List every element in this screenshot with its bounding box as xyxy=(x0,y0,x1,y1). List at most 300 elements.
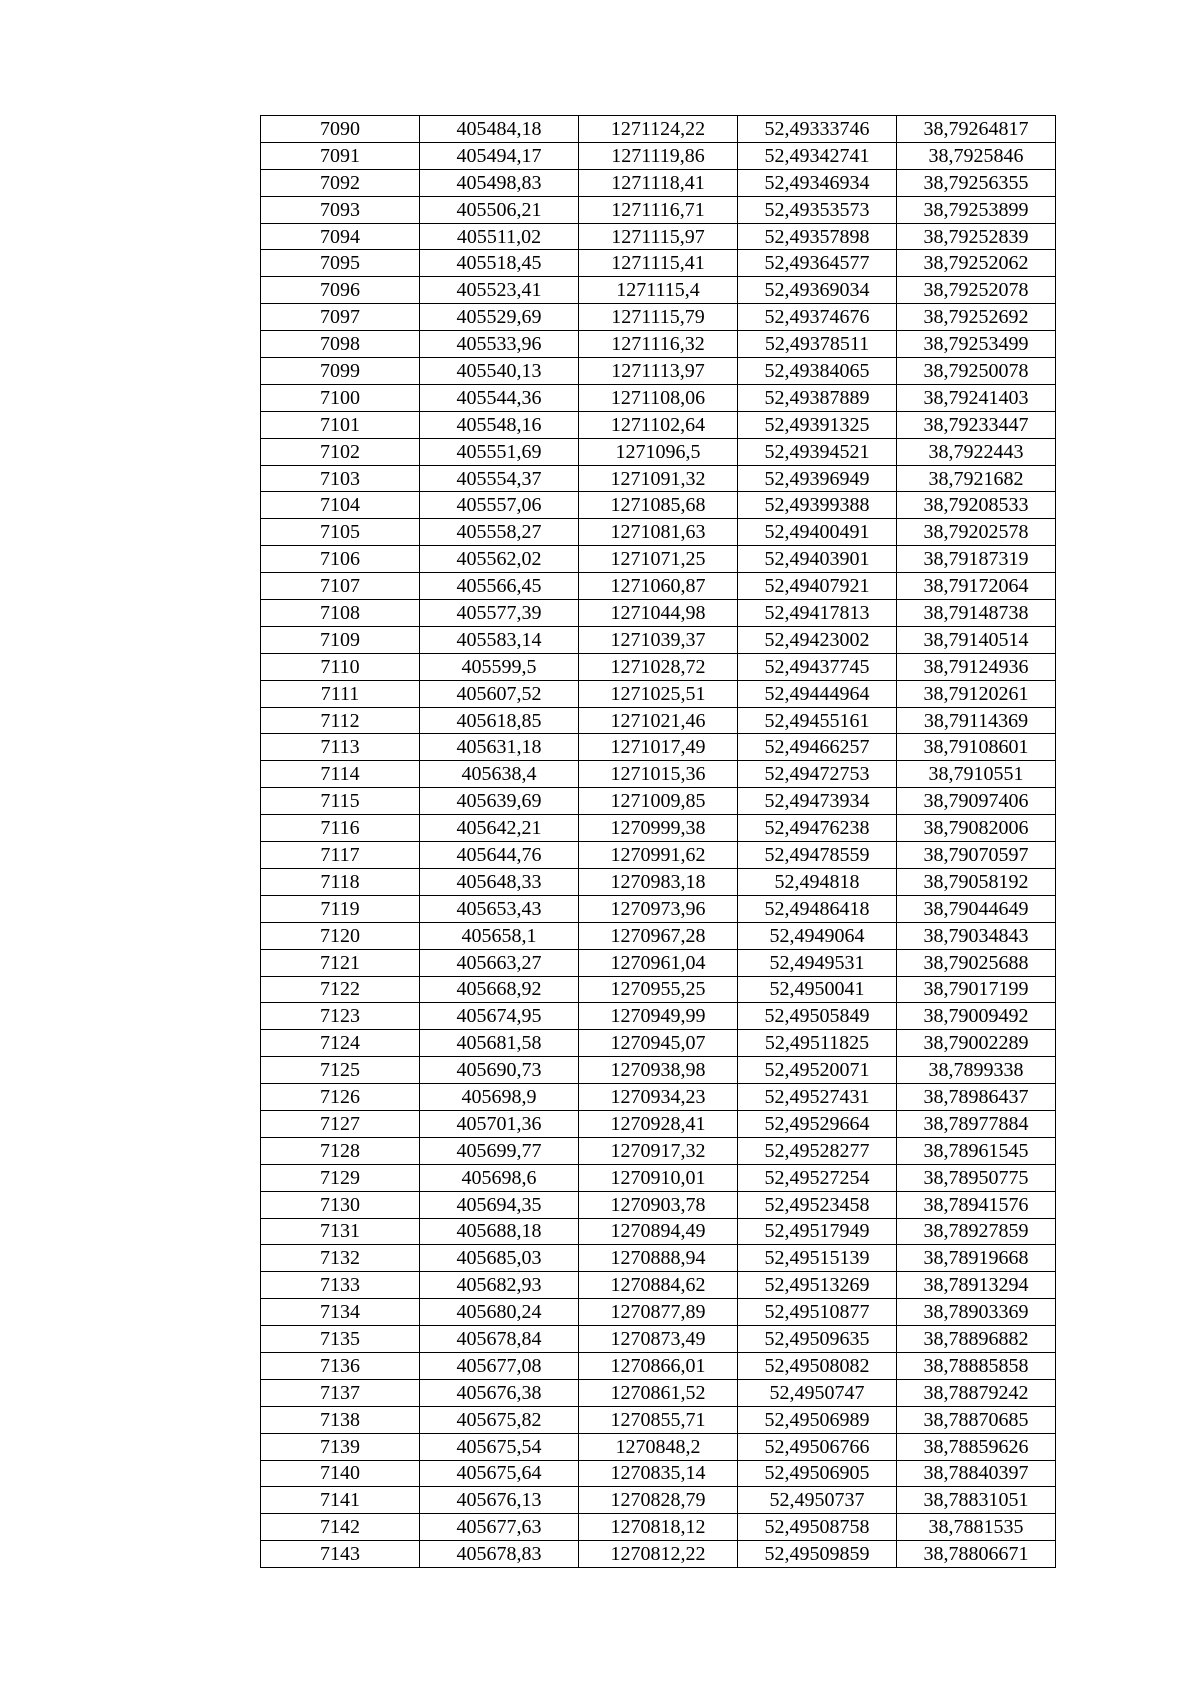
latitude-cell: 52,49528277 xyxy=(738,1137,897,1164)
point-number-cell: 7130 xyxy=(261,1191,420,1218)
point-number-cell: 7094 xyxy=(261,223,420,250)
x-coordinate-cell: 405681,58 xyxy=(420,1030,579,1057)
table-row xyxy=(261,707,1056,734)
latitude-cell: 52,49527254 xyxy=(738,1164,897,1191)
y-coordinate-cell: 1270903,78 xyxy=(579,1191,738,1218)
x-coordinate-cell: 405663,27 xyxy=(420,949,579,976)
y-coordinate-cell: 1270934,23 xyxy=(579,1084,738,1111)
x-coordinate-cell: 405688,18 xyxy=(420,1218,579,1245)
table-row xyxy=(261,546,1056,573)
point-number-cell: 7091 xyxy=(261,142,420,169)
y-coordinate-cell: 1270828,79 xyxy=(579,1487,738,1514)
point-number-cell: 7141 xyxy=(261,1487,420,1514)
y-coordinate-cell: 1271028,72 xyxy=(579,653,738,680)
x-coordinate-cell: 405675,82 xyxy=(420,1406,579,1433)
point-number-cell: 7116 xyxy=(261,815,420,842)
x-coordinate-cell: 405675,64 xyxy=(420,1460,579,1487)
longitude-cell: 38,78927859 xyxy=(897,1218,1056,1245)
longitude-cell: 38,79097406 xyxy=(897,788,1056,815)
longitude-cell: 38,78919668 xyxy=(897,1245,1056,1272)
latitude-cell: 52,49444964 xyxy=(738,680,897,707)
y-coordinate-cell: 1270877,89 xyxy=(579,1299,738,1326)
latitude-cell: 52,49400491 xyxy=(738,519,897,546)
longitude-cell: 38,79241403 xyxy=(897,384,1056,411)
latitude-cell: 52,49478559 xyxy=(738,842,897,869)
y-coordinate-cell: 1271015,36 xyxy=(579,761,738,788)
table-row xyxy=(261,304,1056,331)
table-row xyxy=(261,196,1056,223)
point-number-cell: 7098 xyxy=(261,331,420,358)
point-number-cell: 7135 xyxy=(261,1326,420,1353)
latitude-cell: 52,49508758 xyxy=(738,1514,897,1541)
y-coordinate-cell: 1271085,68 xyxy=(579,492,738,519)
latitude-cell: 52,49423002 xyxy=(738,626,897,653)
x-coordinate-cell: 405607,52 xyxy=(420,680,579,707)
x-coordinate-cell: 405551,69 xyxy=(420,438,579,465)
x-coordinate-cell: 405678,84 xyxy=(420,1326,579,1353)
longitude-cell: 38,79025688 xyxy=(897,949,1056,976)
y-coordinate-cell: 1271025,51 xyxy=(579,680,738,707)
point-number-cell: 7102 xyxy=(261,438,420,465)
latitude-cell: 52,49466257 xyxy=(738,734,897,761)
table-row xyxy=(261,922,1056,949)
x-coordinate-cell: 405529,69 xyxy=(420,304,579,331)
longitude-cell: 38,79252062 xyxy=(897,250,1056,277)
point-number-cell: 7108 xyxy=(261,600,420,627)
table-row xyxy=(261,1433,1056,1460)
point-number-cell: 7125 xyxy=(261,1057,420,1084)
longitude-cell: 38,79253499 xyxy=(897,331,1056,358)
latitude-cell: 52,49407921 xyxy=(738,573,897,600)
y-coordinate-cell: 1271115,4 xyxy=(579,277,738,304)
y-coordinate-cell: 1271039,37 xyxy=(579,626,738,653)
table-row xyxy=(261,734,1056,761)
table-row xyxy=(261,519,1056,546)
x-coordinate-cell: 405685,03 xyxy=(420,1245,579,1272)
x-coordinate-cell: 405638,4 xyxy=(420,761,579,788)
y-coordinate-cell: 1271096,5 xyxy=(579,438,738,465)
y-coordinate-cell: 1270973,96 xyxy=(579,895,738,922)
longitude-cell: 38,79017199 xyxy=(897,976,1056,1003)
latitude-cell: 52,49353573 xyxy=(738,196,897,223)
longitude-cell: 38,78977884 xyxy=(897,1110,1056,1137)
x-coordinate-cell: 405699,77 xyxy=(420,1137,579,1164)
point-number-cell: 7120 xyxy=(261,922,420,949)
y-coordinate-cell: 1271021,46 xyxy=(579,707,738,734)
latitude-cell: 52,49417813 xyxy=(738,600,897,627)
longitude-cell: 38,78950775 xyxy=(897,1164,1056,1191)
x-coordinate-cell: 405639,69 xyxy=(420,788,579,815)
latitude-cell: 52,49346934 xyxy=(738,169,897,196)
table-row xyxy=(261,895,1056,922)
longitude-cell: 38,78879242 xyxy=(897,1379,1056,1406)
latitude-cell: 52,49396949 xyxy=(738,465,897,492)
longitude-cell: 38,7922443 xyxy=(897,438,1056,465)
y-coordinate-cell: 1271102,64 xyxy=(579,411,738,438)
latitude-cell: 52,49527431 xyxy=(738,1084,897,1111)
y-coordinate-cell: 1271081,63 xyxy=(579,519,738,546)
y-coordinate-cell: 1271108,06 xyxy=(579,384,738,411)
table-row xyxy=(261,1084,1056,1111)
y-coordinate-cell: 1270812,22 xyxy=(579,1541,738,1568)
point-number-cell: 7095 xyxy=(261,250,420,277)
table-row xyxy=(261,331,1056,358)
latitude-cell: 52,49473934 xyxy=(738,788,897,815)
latitude-cell: 52,49403901 xyxy=(738,546,897,573)
x-coordinate-cell: 405694,35 xyxy=(420,1191,579,1218)
longitude-cell: 38,7910551 xyxy=(897,761,1056,788)
y-coordinate-cell: 1270861,52 xyxy=(579,1379,738,1406)
y-coordinate-cell: 1270884,62 xyxy=(579,1272,738,1299)
x-coordinate-cell: 405677,63 xyxy=(420,1514,579,1541)
latitude-cell: 52,4950041 xyxy=(738,976,897,1003)
latitude-cell: 52,49342741 xyxy=(738,142,897,169)
latitude-cell: 52,49399388 xyxy=(738,492,897,519)
point-number-cell: 7126 xyxy=(261,1084,420,1111)
point-number-cell: 7104 xyxy=(261,492,420,519)
latitude-cell: 52,49523458 xyxy=(738,1191,897,1218)
table-row xyxy=(261,250,1056,277)
point-number-cell: 7129 xyxy=(261,1164,420,1191)
latitude-cell: 52,49387889 xyxy=(738,384,897,411)
table-row xyxy=(261,1245,1056,1272)
y-coordinate-cell: 1270910,01 xyxy=(579,1164,738,1191)
point-number-cell: 7127 xyxy=(261,1110,420,1137)
point-number-cell: 7114 xyxy=(261,761,420,788)
longitude-cell: 38,78831051 xyxy=(897,1487,1056,1514)
table-row xyxy=(261,842,1056,869)
y-coordinate-cell: 1270949,99 xyxy=(579,1003,738,1030)
x-coordinate-cell: 405618,85 xyxy=(420,707,579,734)
y-coordinate-cell: 1271044,98 xyxy=(579,600,738,627)
longitude-cell: 38,79208533 xyxy=(897,492,1056,519)
latitude-cell: 52,49369034 xyxy=(738,277,897,304)
x-coordinate-cell: 405698,6 xyxy=(420,1164,579,1191)
table-row xyxy=(261,116,1056,143)
x-coordinate-cell: 405675,54 xyxy=(420,1433,579,1460)
latitude-cell: 52,494818 xyxy=(738,868,897,895)
longitude-cell: 38,79252692 xyxy=(897,304,1056,331)
point-number-cell: 7123 xyxy=(261,1003,420,1030)
table-row xyxy=(261,1218,1056,1245)
latitude-cell: 52,49394521 xyxy=(738,438,897,465)
table-row xyxy=(261,1352,1056,1379)
point-number-cell: 7121 xyxy=(261,949,420,976)
latitude-cell: 52,49455161 xyxy=(738,707,897,734)
x-coordinate-cell: 405523,41 xyxy=(420,277,579,304)
coordinates-table xyxy=(260,115,1056,1568)
x-coordinate-cell: 405544,36 xyxy=(420,384,579,411)
y-coordinate-cell: 1270894,49 xyxy=(579,1218,738,1245)
point-number-cell: 7111 xyxy=(261,680,420,707)
point-number-cell: 7106 xyxy=(261,546,420,573)
x-coordinate-cell: 405599,5 xyxy=(420,653,579,680)
longitude-cell: 38,78840397 xyxy=(897,1460,1056,1487)
point-number-cell: 7142 xyxy=(261,1514,420,1541)
table-row xyxy=(261,626,1056,653)
longitude-cell: 38,79253899 xyxy=(897,196,1056,223)
y-coordinate-cell: 1271116,32 xyxy=(579,331,738,358)
longitude-cell: 38,78896882 xyxy=(897,1326,1056,1353)
x-coordinate-cell: 405676,38 xyxy=(420,1379,579,1406)
table-row xyxy=(261,411,1056,438)
longitude-cell: 38,79044649 xyxy=(897,895,1056,922)
point-number-cell: 7119 xyxy=(261,895,420,922)
latitude-cell: 52,49357898 xyxy=(738,223,897,250)
point-number-cell: 7092 xyxy=(261,169,420,196)
longitude-cell: 38,79124936 xyxy=(897,653,1056,680)
point-number-cell: 7138 xyxy=(261,1406,420,1433)
point-number-cell: 7109 xyxy=(261,626,420,653)
longitude-cell: 38,78859626 xyxy=(897,1433,1056,1460)
point-number-cell: 7099 xyxy=(261,358,420,385)
point-number-cell: 7112 xyxy=(261,707,420,734)
point-number-cell: 7093 xyxy=(261,196,420,223)
x-coordinate-cell: 405506,21 xyxy=(420,196,579,223)
y-coordinate-cell: 1270835,14 xyxy=(579,1460,738,1487)
point-number-cell: 7097 xyxy=(261,304,420,331)
y-coordinate-cell: 1271116,71 xyxy=(579,196,738,223)
latitude-cell: 52,49511825 xyxy=(738,1030,897,1057)
point-number-cell: 7137 xyxy=(261,1379,420,1406)
longitude-cell: 38,78913294 xyxy=(897,1272,1056,1299)
latitude-cell: 52,49506766 xyxy=(738,1433,897,1460)
longitude-cell: 38,7881535 xyxy=(897,1514,1056,1541)
table-row xyxy=(261,761,1056,788)
x-coordinate-cell: 405676,13 xyxy=(420,1487,579,1514)
latitude-cell: 52,49364577 xyxy=(738,250,897,277)
table-row xyxy=(261,1299,1056,1326)
point-number-cell: 7143 xyxy=(261,1541,420,1568)
table-row xyxy=(261,1137,1056,1164)
x-coordinate-cell: 405648,33 xyxy=(420,868,579,895)
longitude-cell: 38,79250078 xyxy=(897,358,1056,385)
longitude-cell: 38,78806671 xyxy=(897,1541,1056,1568)
table-row xyxy=(261,949,1056,976)
table-row xyxy=(261,680,1056,707)
point-number-cell: 7115 xyxy=(261,788,420,815)
latitude-cell: 52,4949531 xyxy=(738,949,897,976)
point-number-cell: 7132 xyxy=(261,1245,420,1272)
latitude-cell: 52,49506905 xyxy=(738,1460,897,1487)
x-coordinate-cell: 405631,18 xyxy=(420,734,579,761)
table-row xyxy=(261,788,1056,815)
table-row xyxy=(261,815,1056,842)
latitude-cell: 52,49333746 xyxy=(738,116,897,143)
table-row xyxy=(261,653,1056,680)
table-row xyxy=(261,142,1056,169)
longitude-cell: 38,78941576 xyxy=(897,1191,1056,1218)
x-coordinate-cell: 405701,36 xyxy=(420,1110,579,1137)
x-coordinate-cell: 405698,9 xyxy=(420,1084,579,1111)
point-number-cell: 7124 xyxy=(261,1030,420,1057)
table-row xyxy=(261,1379,1056,1406)
latitude-cell: 52,49472753 xyxy=(738,761,897,788)
table-row xyxy=(261,384,1056,411)
y-coordinate-cell: 1271119,86 xyxy=(579,142,738,169)
longitude-cell: 38,79120261 xyxy=(897,680,1056,707)
point-number-cell: 7128 xyxy=(261,1137,420,1164)
longitude-cell: 38,79070597 xyxy=(897,842,1056,869)
point-number-cell: 7131 xyxy=(261,1218,420,1245)
x-coordinate-cell: 405690,73 xyxy=(420,1057,579,1084)
y-coordinate-cell: 1270983,18 xyxy=(579,868,738,895)
latitude-cell: 52,49517949 xyxy=(738,1218,897,1245)
latitude-cell: 52,49520071 xyxy=(738,1057,897,1084)
x-coordinate-cell: 405566,45 xyxy=(420,573,579,600)
point-number-cell: 7100 xyxy=(261,384,420,411)
point-number-cell: 7140 xyxy=(261,1460,420,1487)
x-coordinate-cell: 405518,45 xyxy=(420,250,579,277)
x-coordinate-cell: 405548,16 xyxy=(420,411,579,438)
point-number-cell: 7139 xyxy=(261,1433,420,1460)
point-number-cell: 7110 xyxy=(261,653,420,680)
y-coordinate-cell: 1270945,07 xyxy=(579,1030,738,1057)
longitude-cell: 38,79187319 xyxy=(897,546,1056,573)
point-number-cell: 7136 xyxy=(261,1352,420,1379)
longitude-cell: 38,79264817 xyxy=(897,116,1056,143)
x-coordinate-cell: 405680,24 xyxy=(420,1299,579,1326)
table-row xyxy=(261,169,1056,196)
table-row xyxy=(261,465,1056,492)
point-number-cell: 7096 xyxy=(261,277,420,304)
y-coordinate-cell: 1270961,04 xyxy=(579,949,738,976)
point-number-cell: 7105 xyxy=(261,519,420,546)
y-coordinate-cell: 1270938,98 xyxy=(579,1057,738,1084)
point-number-cell: 7118 xyxy=(261,868,420,895)
latitude-cell: 52,49506989 xyxy=(738,1406,897,1433)
y-coordinate-cell: 1271017,49 xyxy=(579,734,738,761)
y-coordinate-cell: 1271115,97 xyxy=(579,223,738,250)
y-coordinate-cell: 1271124,22 xyxy=(579,116,738,143)
table-row xyxy=(261,600,1056,627)
y-coordinate-cell: 1271060,87 xyxy=(579,573,738,600)
latitude-cell: 52,49508082 xyxy=(738,1352,897,1379)
longitude-cell: 38,78870685 xyxy=(897,1406,1056,1433)
y-coordinate-cell: 1270848,2 xyxy=(579,1433,738,1460)
longitude-cell: 38,79202578 xyxy=(897,519,1056,546)
point-number-cell: 7103 xyxy=(261,465,420,492)
latitude-cell: 52,4950747 xyxy=(738,1379,897,1406)
x-coordinate-cell: 405511,02 xyxy=(420,223,579,250)
longitude-cell: 38,78885858 xyxy=(897,1352,1056,1379)
longitude-cell: 38,79034843 xyxy=(897,922,1056,949)
latitude-cell: 52,49510877 xyxy=(738,1299,897,1326)
y-coordinate-cell: 1271115,41 xyxy=(579,250,738,277)
latitude-cell: 52,49437745 xyxy=(738,653,897,680)
point-number-cell: 7117 xyxy=(261,842,420,869)
longitude-cell: 38,79114369 xyxy=(897,707,1056,734)
latitude-cell: 52,49509859 xyxy=(738,1541,897,1568)
latitude-cell: 52,49384065 xyxy=(738,358,897,385)
y-coordinate-cell: 1270888,94 xyxy=(579,1245,738,1272)
longitude-cell: 38,78903369 xyxy=(897,1299,1056,1326)
x-coordinate-cell: 405494,17 xyxy=(420,142,579,169)
y-coordinate-cell: 1271118,41 xyxy=(579,169,738,196)
table-row xyxy=(261,573,1056,600)
y-coordinate-cell: 1270955,25 xyxy=(579,976,738,1003)
longitude-cell: 38,79108601 xyxy=(897,734,1056,761)
y-coordinate-cell: 1270855,71 xyxy=(579,1406,738,1433)
latitude-cell: 52,49513269 xyxy=(738,1272,897,1299)
x-coordinate-cell: 405562,02 xyxy=(420,546,579,573)
table-row xyxy=(261,1164,1056,1191)
table-row xyxy=(261,1460,1056,1487)
table-row xyxy=(261,1487,1056,1514)
table-row xyxy=(261,1003,1056,1030)
table-row xyxy=(261,1057,1056,1084)
longitude-cell: 38,79252839 xyxy=(897,223,1056,250)
x-coordinate-cell: 405557,06 xyxy=(420,492,579,519)
point-number-cell: 7122 xyxy=(261,976,420,1003)
y-coordinate-cell: 1270967,28 xyxy=(579,922,738,949)
x-coordinate-cell: 405644,76 xyxy=(420,842,579,869)
x-coordinate-cell: 405668,92 xyxy=(420,976,579,1003)
table-row xyxy=(261,1326,1056,1353)
longitude-cell: 38,7925846 xyxy=(897,142,1056,169)
y-coordinate-cell: 1270866,01 xyxy=(579,1352,738,1379)
longitude-cell: 38,79148738 xyxy=(897,600,1056,627)
y-coordinate-cell: 1270991,62 xyxy=(579,842,738,869)
y-coordinate-cell: 1270999,38 xyxy=(579,815,738,842)
longitude-cell: 38,79058192 xyxy=(897,868,1056,895)
point-number-cell: 7107 xyxy=(261,573,420,600)
y-coordinate-cell: 1270917,32 xyxy=(579,1137,738,1164)
y-coordinate-cell: 1270873,49 xyxy=(579,1326,738,1353)
latitude-cell: 52,49505849 xyxy=(738,1003,897,1030)
y-coordinate-cell: 1270928,41 xyxy=(579,1110,738,1137)
x-coordinate-cell: 405577,39 xyxy=(420,600,579,627)
x-coordinate-cell: 405583,14 xyxy=(420,626,579,653)
x-coordinate-cell: 405554,37 xyxy=(420,465,579,492)
point-number-cell: 7090 xyxy=(261,116,420,143)
x-coordinate-cell: 405498,83 xyxy=(420,169,579,196)
longitude-cell: 38,79172064 xyxy=(897,573,1056,600)
latitude-cell: 52,49476238 xyxy=(738,815,897,842)
y-coordinate-cell: 1271091,32 xyxy=(579,465,738,492)
x-coordinate-cell: 405674,95 xyxy=(420,1003,579,1030)
table-body xyxy=(261,116,1056,1568)
x-coordinate-cell: 405653,43 xyxy=(420,895,579,922)
x-coordinate-cell: 405642,21 xyxy=(420,815,579,842)
table-row xyxy=(261,1514,1056,1541)
longitude-cell: 38,78961545 xyxy=(897,1137,1056,1164)
longitude-cell: 38,7921682 xyxy=(897,465,1056,492)
table-row xyxy=(261,277,1056,304)
latitude-cell: 52,49515139 xyxy=(738,1245,897,1272)
table-row xyxy=(261,1406,1056,1433)
x-coordinate-cell: 405558,27 xyxy=(420,519,579,546)
table-row xyxy=(261,1541,1056,1568)
latitude-cell: 52,49374676 xyxy=(738,304,897,331)
x-coordinate-cell: 405678,83 xyxy=(420,1541,579,1568)
longitude-cell: 38,79002289 xyxy=(897,1030,1056,1057)
y-coordinate-cell: 1271071,25 xyxy=(579,546,738,573)
table-row xyxy=(261,1272,1056,1299)
point-number-cell: 7134 xyxy=(261,1299,420,1326)
longitude-cell: 38,79140514 xyxy=(897,626,1056,653)
x-coordinate-cell: 405540,13 xyxy=(420,358,579,385)
x-coordinate-cell: 405658,1 xyxy=(420,922,579,949)
table-row xyxy=(261,358,1056,385)
table-row xyxy=(261,223,1056,250)
point-number-cell: 7101 xyxy=(261,411,420,438)
latitude-cell: 52,49529664 xyxy=(738,1110,897,1137)
longitude-cell: 38,79252078 xyxy=(897,277,1056,304)
table-row xyxy=(261,1030,1056,1057)
latitude-cell: 52,4950737 xyxy=(738,1487,897,1514)
longitude-cell: 38,78986437 xyxy=(897,1084,1056,1111)
